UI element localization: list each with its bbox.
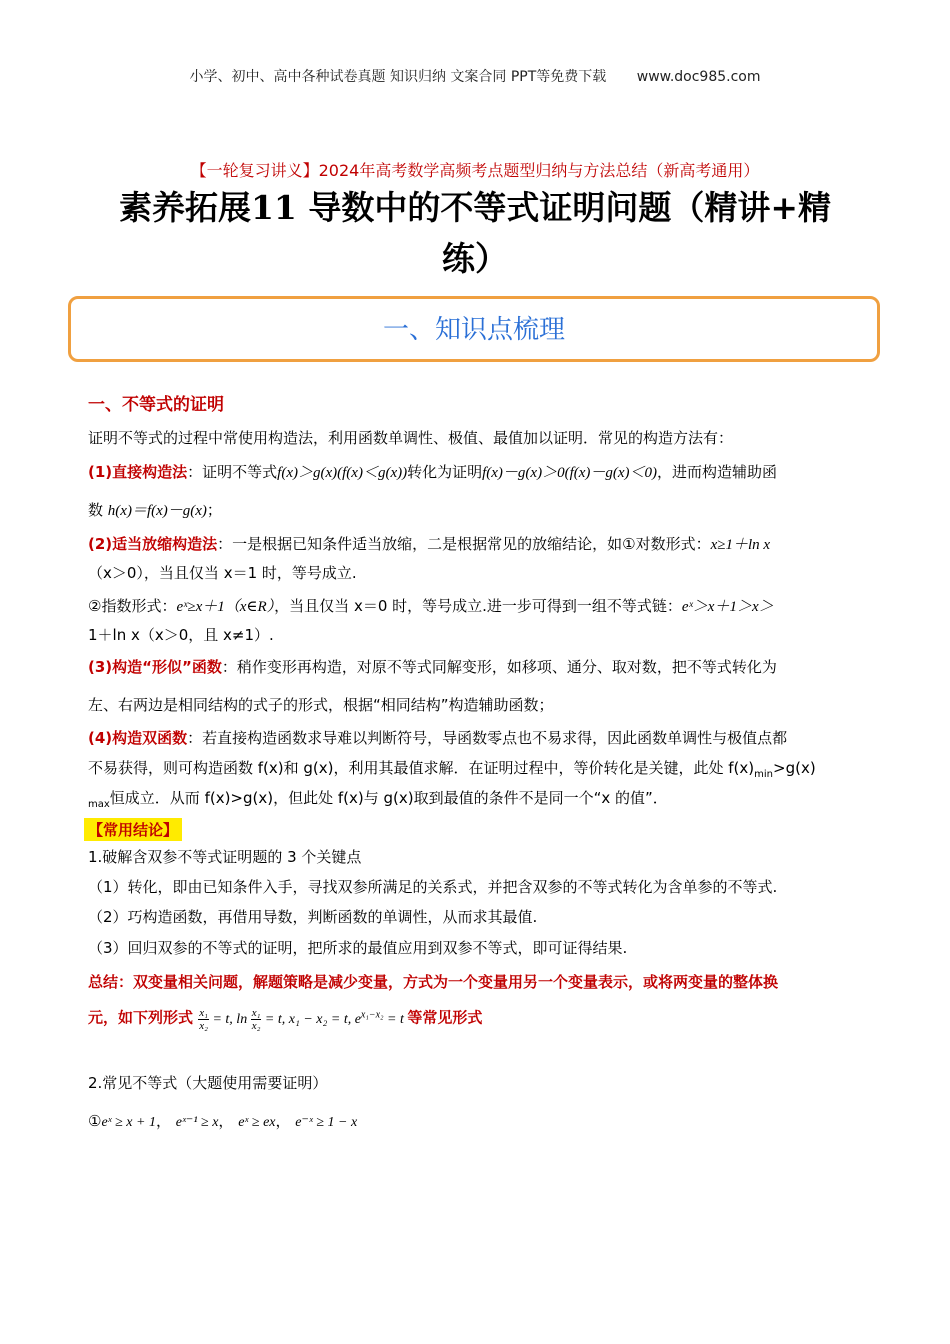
- conclusion-2-title: 2.常见不等式（大题使用需要证明）: [88, 1074, 328, 1092]
- section-heading: 一、不等式的证明: [88, 395, 224, 415]
- method-4-label: (4)构造双函数: [88, 729, 188, 747]
- method-1-text: ，进而构造辅助函: [657, 463, 778, 481]
- method-4-text: 不易获得，则可构造函数 f(x)和 g(x)，利用其最值求解．在证明过程中，等价转化是关键，此处 f(x): [88, 759, 755, 777]
- method-4-text: ：若直接构造函数求导难以判断符号，导函数零点也不易求得，因此函数单调性与极值点都: [187, 729, 788, 747]
- series-title: 【一轮复习讲义】2024年高考数学高频考点题型归纳与方法总结（新高考通用）: [190, 161, 760, 180]
- exponent: x₁−x₂: [360, 1009, 384, 1020]
- method-2-label: (2)适当放缩构造法: [88, 535, 218, 553]
- numerator: x₁: [199, 1006, 208, 1019]
- conclusion-1-item-2: （2）巧构造函数，再借用导数，判断函数的单调性，从而求其最值.: [88, 908, 538, 926]
- formula-text: = t, x₁ − x₂ = t, e: [264, 1011, 361, 1027]
- numerator: x₁: [251, 1006, 261, 1019]
- method-2-text: ：一是根据已知条件适当放缩，二是根据常见的放缩结论，如①对数形式：: [217, 535, 711, 553]
- summary-formula: [198, 1006, 407, 1032]
- separator: ，: [275, 1112, 291, 1130]
- method-2-text: ，当且仅当 x＝0 时，等号成立.进一步可得到一组不等式链：: [274, 597, 682, 615]
- formula-text: = t, ln: [212, 1011, 248, 1027]
- denominator: x₂: [199, 1019, 208, 1032]
- method-3-label: (3)构造“形似”函数: [88, 658, 222, 676]
- site-banner: [0, 66, 950, 86]
- method-4-line2: [88, 757, 864, 786]
- method-3-cont: 左、右两边是相同结构的式子的形式，根据“相同结构”构造辅助函数；: [88, 696, 554, 714]
- method-1-expr: h(x)＝f(x)－g(x): [107, 503, 207, 519]
- page-title: [95, 182, 855, 284]
- summary-line-1: 总结：双变量相关问题，解题策略是减少变量，方式为一个变量用另一个变量表示，或将两变量的整体换: [88, 973, 779, 991]
- method-2-expr: x≥1＋ln x: [710, 537, 771, 553]
- section-box: [68, 296, 880, 362]
- method-3-text: ：稍作变形再构造，对原不等式同解变形，如移项、通分、取对数，把不等式转化为: [221, 658, 777, 676]
- method-2-text: ②指数形式：: [88, 597, 177, 615]
- method-2-expr: eˣ≥x＋1（x∈R）: [176, 599, 275, 615]
- method-3: [88, 656, 864, 678]
- common-inequalities: [88, 1110, 864, 1134]
- fraction: [251, 1007, 262, 1032]
- denominator: x₂: [251, 1019, 261, 1032]
- method-4-text: 恒成立．从而 f(x)>g(x)，但此处 f(x)与 g(x)取到最值的条件不是同一个“x 的值”．: [109, 789, 668, 807]
- method-1: [88, 461, 864, 484]
- method-1-text: 转化为证明: [407, 463, 483, 481]
- summary-text: 元，如下列形式: [88, 1008, 194, 1027]
- conclusion-1-item-3: （3）回归双参的不等式的证明，把所求的最值应用到双参不等式，即可证得结果.: [88, 939, 628, 957]
- method-1-text: ；: [206, 501, 222, 519]
- method-2-expr: eˣ＞x＋1＞x＞: [681, 599, 774, 615]
- inequality: eˣ ≥ x + 1: [101, 1115, 156, 1130]
- method-2-line2: （x＞0），当且仅当 x＝1 时，等号成立.: [88, 564, 357, 582]
- summary-line-2: [88, 1004, 864, 1032]
- inequality: eˣ⁻¹ ≥ x: [175, 1115, 219, 1130]
- method-4: [88, 727, 864, 749]
- section-box-label: 一、知识点梳理: [382, 315, 565, 345]
- site-url[interactable]: www.doc985.com: [636, 69, 761, 85]
- method-2-line3: [88, 595, 864, 618]
- method-4-text: >g(x): [773, 759, 816, 777]
- method-1-text: 数: [88, 501, 104, 519]
- method-2: [88, 533, 864, 556]
- separator: ，: [218, 1112, 234, 1130]
- title-line-2: 练）: [442, 239, 508, 278]
- circled-number: ①: [88, 1112, 102, 1130]
- separator: ，: [155, 1112, 171, 1130]
- method-1-text: ：证明不等式: [187, 463, 278, 481]
- method-1-label: (1)直接构造法: [88, 463, 188, 481]
- inequality: e⁻ˣ ≥ 1 − x: [295, 1115, 358, 1130]
- summary-text: 等常见形式: [407, 1008, 483, 1027]
- formula-text: = t: [387, 1011, 404, 1027]
- method-4-line3: [88, 787, 864, 816]
- method-1-cont: [88, 499, 864, 522]
- inequality: eˣ ≥ ex: [238, 1115, 276, 1130]
- conclusion-1-item-1: （1）转化，即由已知条件入手，寻找双参所满足的关系式，并把含双参的不等式转化为含单参的不等式.: [88, 878, 778, 896]
- fraction: [198, 1007, 209, 1032]
- method-1-expr: f(x)＞g(x)(f(x)＜g(x)): [277, 465, 408, 481]
- title-line-1: 素养拓展11 导数中的不等式证明问题（精讲+精: [118, 188, 832, 227]
- subscript-max: max: [88, 799, 110, 810]
- conclusion-tag: 【常用结论】: [84, 818, 182, 841]
- intro-paragraph: 证明不等式的过程中常使用构造法，利用函数单调性、极值、最值加以证明．常见的构造方法有：: [88, 429, 734, 447]
- method-1-expr: f(x)－g(x)＞0(f(x)－g(x)＜0): [482, 465, 658, 481]
- banner-text: 小学、初中、高中各种试卷真题 知识归纳 文案合同 PPT等免费下载: [189, 69, 607, 85]
- subscript-min: min: [754, 769, 773, 780]
- method-2-line4: 1＋ln x（x＞0，且 x≠1）.: [88, 626, 274, 644]
- conclusion-1-title: 1.破解含双参不等式证明题的 3 个关键点: [88, 848, 362, 866]
